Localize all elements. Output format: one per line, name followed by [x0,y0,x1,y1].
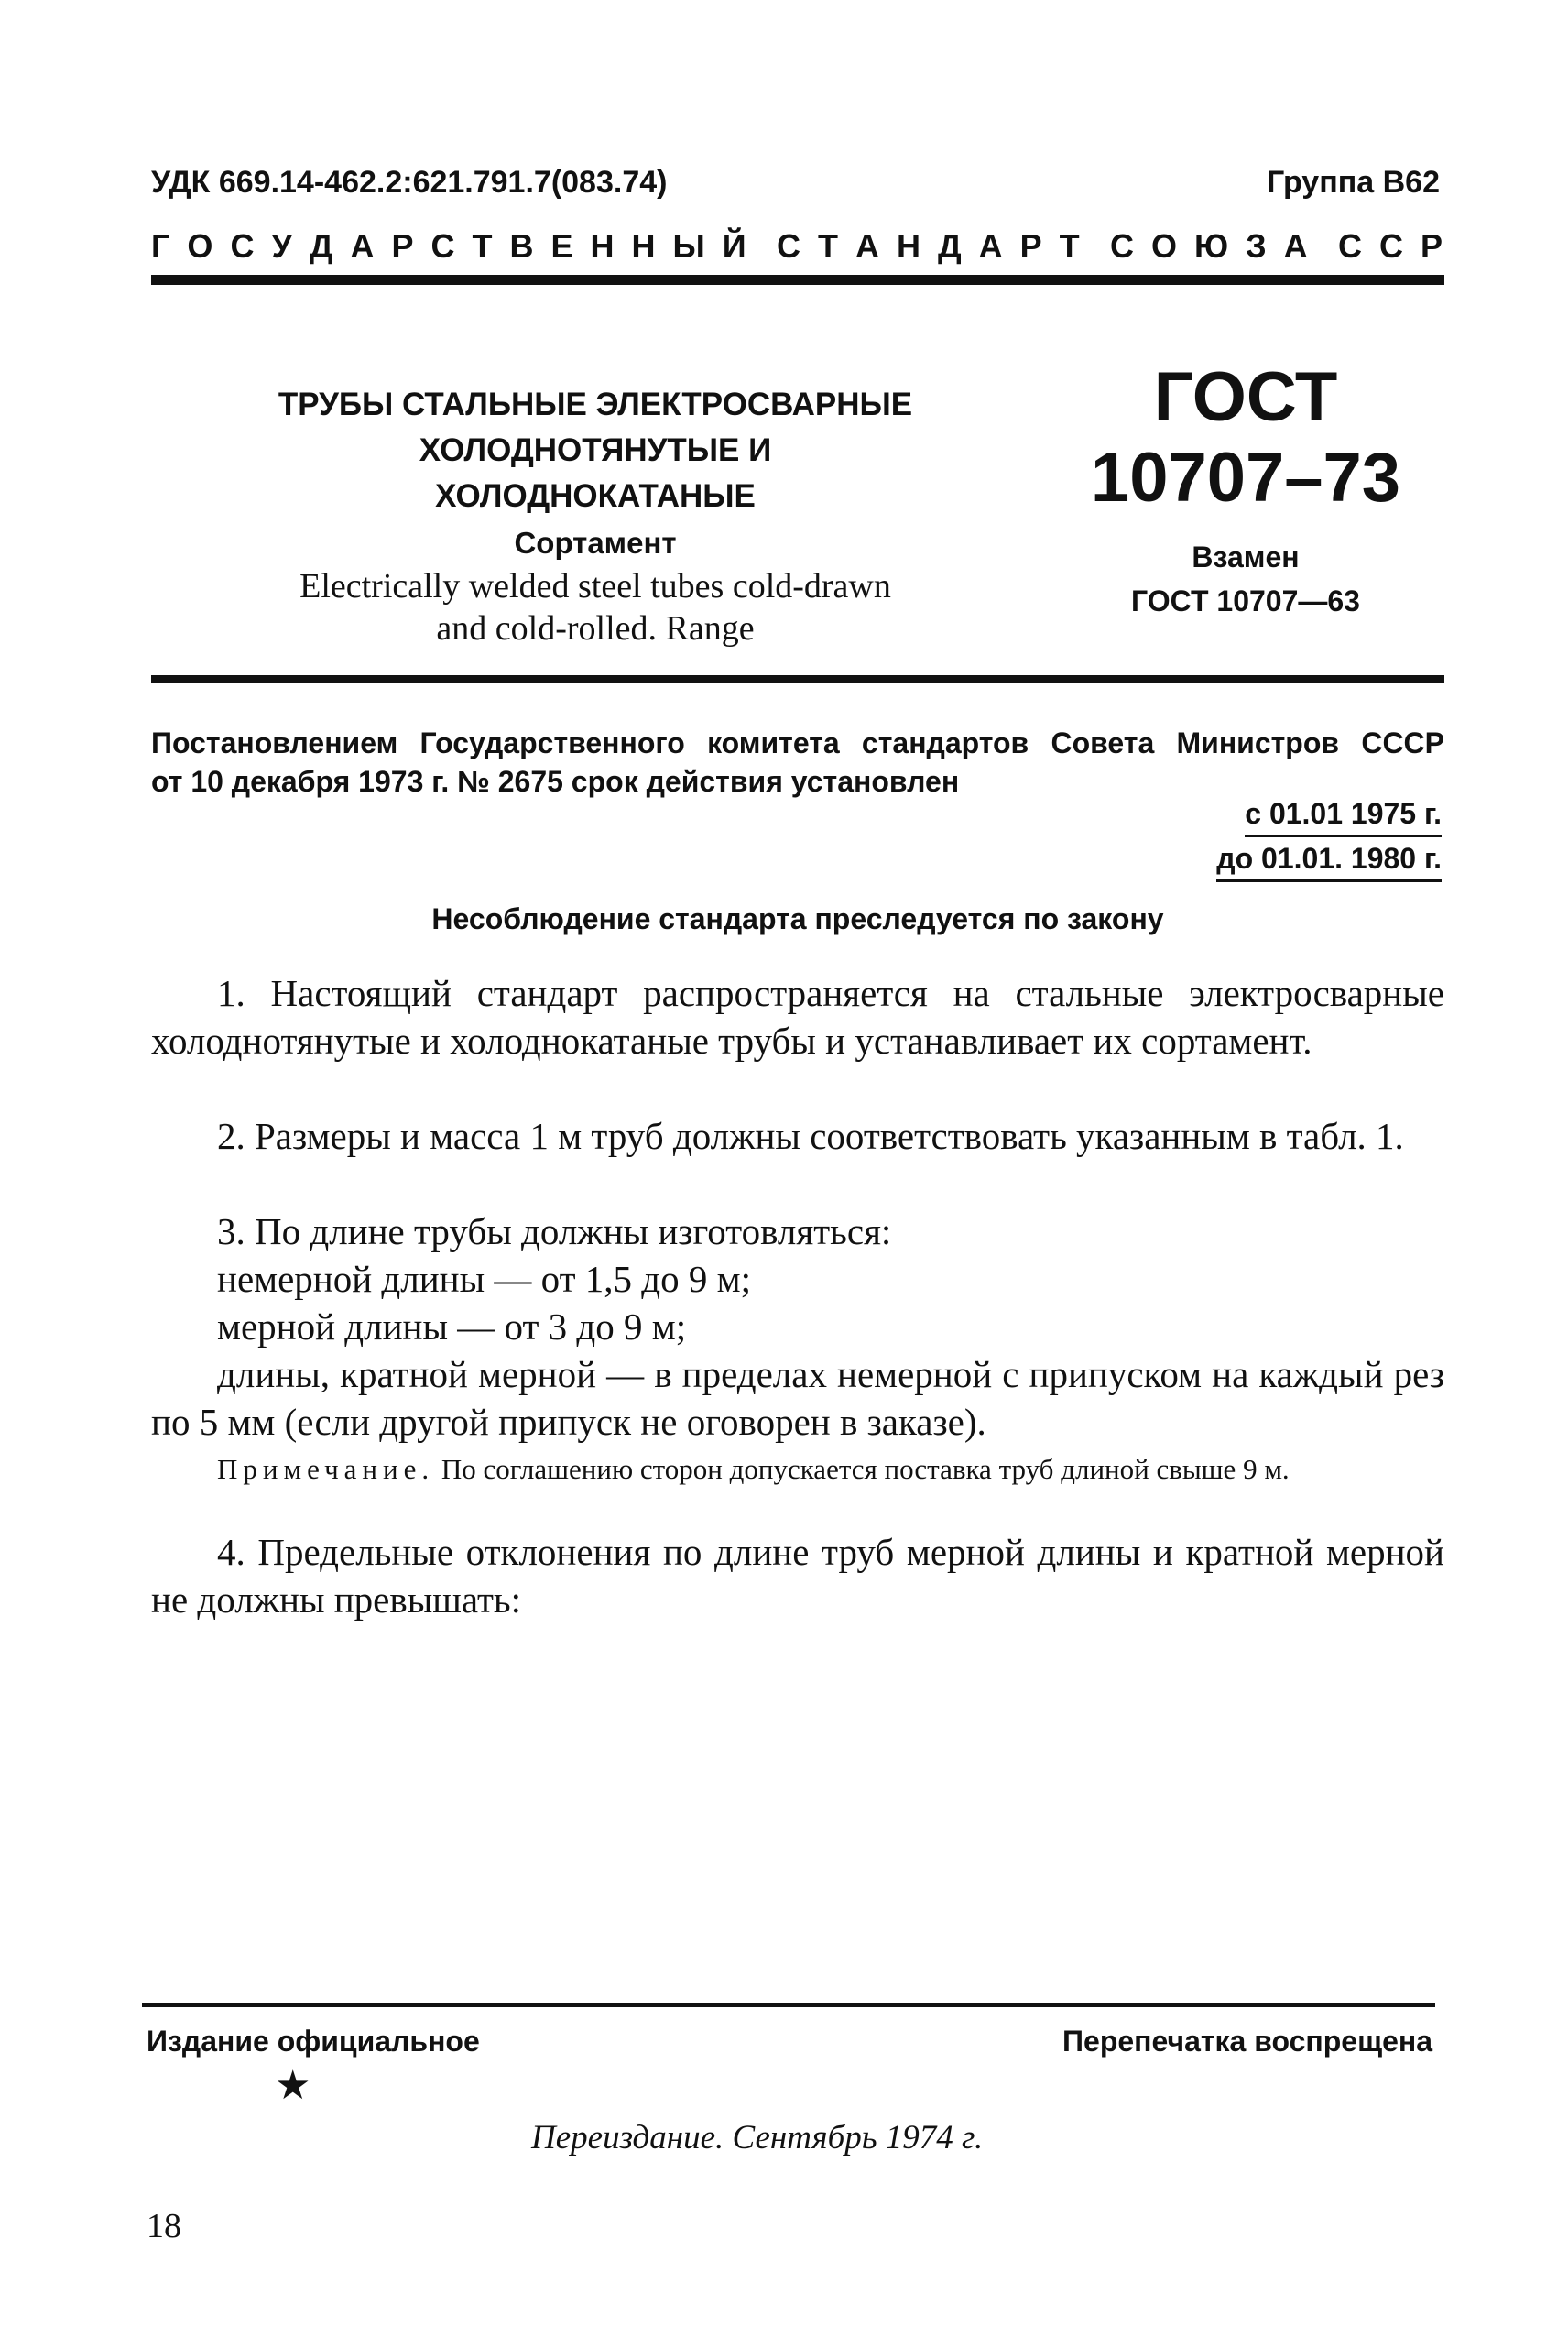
reprint-prohibited: Перепечатка воспрещена [1062,2025,1432,2058]
replaces-gost: ГОСТ 10707—63 [1131,584,1360,617]
subtitle: Сортамент [514,526,677,560]
heading-word-1: Г О С У Д А Р С Т В Е Н Н Ы Й [151,227,746,265]
title-block [256,382,934,650]
heading-word-4: С С Р [1337,227,1443,265]
title-line-2: ХОЛОДНОТЯНУТЫЕ И ХОЛОДНОКАТАНЫЕ [419,432,772,514]
official-edition: Издание официальное [147,2025,480,2058]
page-number: 18 [147,2207,181,2245]
star-icon: ★ [275,2063,311,2108]
paragraph-4-text: 4. Предельные отклонения по длине труб мерной длины и кратной мерной не должны превышать: [151,1531,1444,1621]
paragraph-3 [151,1207,1444,1255]
validity-dates [1216,792,1442,882]
paragraph-3a-text: немерной длины — от 1,5 до 9 м; [217,1258,751,1300]
english-title-line-2: and cold-rolled. Range [436,609,755,648]
reissue-note: Переиздание. Сентябрь 1974 г. [531,2119,984,2157]
gost-number: 10707–73 [1090,439,1401,517]
udk-code: УДК 669.14-462.2:621.791.7(083.74) [151,165,668,200]
decree-line-2: от 10 декабря 1973 г. № 2675 срок действия установлен [151,765,960,798]
paragraph-2-text: 2. Размеры и масса 1 м труб должны соответствовать указанным в табл. 1. [217,1115,1404,1157]
title-line-1: ТРУБЫ СТАЛЬНЫЕ ЭЛЕКТРОСВАРНЫЕ [278,387,913,422]
group-code: Группа В62 [1266,165,1440,200]
paragraph-3c [151,1350,1444,1446]
english-title-line-1: Electrically welded steel tubes cold-drawn [299,567,891,606]
decree-text [151,724,1444,801]
valid-from: с 01.01 1975 г. [1245,792,1442,837]
footer-rule [142,2003,1435,2007]
legal-notice: Несоблюдение стандарта преследуется по закону [431,902,1164,935]
paragraph-3-text: 3. По длине трубы должны изготовляться: [217,1210,892,1252]
paragraph-1-text: 1. Настоящий стандарт распространяется на стальные электросварные холоднотянутые и холоднокатаные трубы и устанавливает их сортамент. [151,972,1444,1062]
note-label: Примечание. [217,1453,435,1485]
gost-block [1053,357,1438,623]
gost-label: ГОСТ [1153,358,1338,436]
middle-rule [151,675,1444,683]
valid-to: до 01.01. 1980 г. [1216,837,1442,882]
paragraph-2 [151,1112,1444,1160]
paragraph-3b-text: мерной длины — от 3 до 9 м; [217,1305,687,1348]
paragraph-3c-text: длины, кратной мерной — в пределах немерной с припуском на каждый рез по 5 мм (если другой припуск не оговорен в заказе). [151,1353,1444,1443]
heading-word-3: С О Ю З А [1109,227,1308,265]
replaces-label: Взамен [1192,541,1300,573]
decree-line-1: Постановлением Государственного комитета стандартов Совета Министров СССР [151,726,1444,759]
paragraph-4 [151,1528,1444,1623]
heading-word-2: С Т А Н Д А Р Т [776,227,1080,265]
state-standard-heading [151,227,1443,266]
top-rule [151,275,1444,285]
paragraph-3b [151,1303,1444,1350]
note [151,1451,1444,1488]
paragraph-1 [151,969,1444,1065]
note-text: По соглашению сторон допускается поставка труб длиной свыше 9 м. [441,1453,1290,1485]
paragraph-3a [151,1255,1444,1303]
